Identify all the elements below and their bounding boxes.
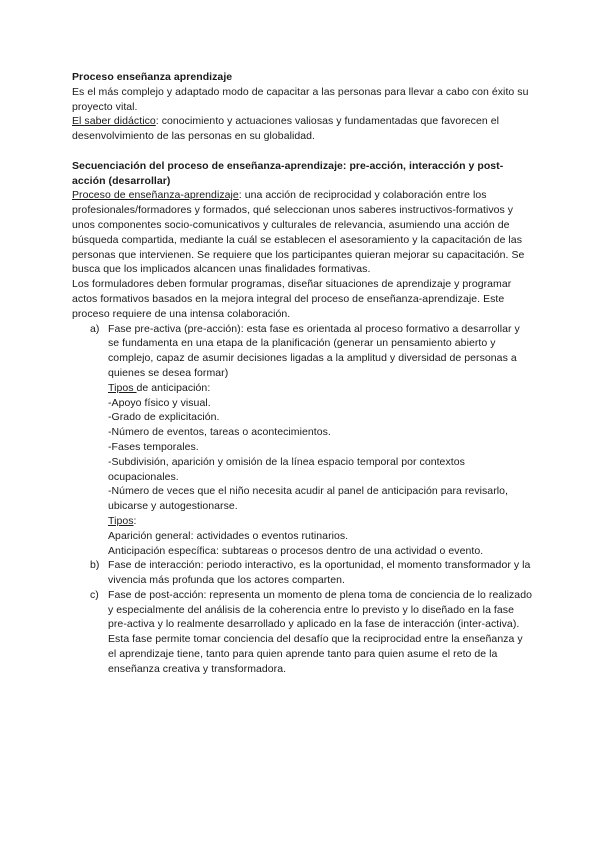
tipo-line: Anticipación específica: subtareas o procesos dentro de una actividad o evento. <box>108 544 484 557</box>
list-item-post-accion <box>72 588 532 677</box>
anticipacion-line: -Subdivisión, aparición y omisión de la línea espacio temporal por contextos ocupacionales. <box>108 455 465 483</box>
tipos-anticipacion-label <box>108 381 532 396</box>
phase-description: Fase de interacción: periodo interactivo, es la oportunidad, el momento transformador y la vivencia más profunda que los actores comparten. <box>108 559 531 587</box>
saber-didactico-text: : conocimiento y actuaciones valiosas y fundamentadas que favorecen el desenvolvimiento de las personas en su globalidad. <box>72 115 499 143</box>
term-tipos: Tipos <box>108 381 137 394</box>
tipo-line: Aparición general: actividades o eventos rutinarios. <box>108 529 349 542</box>
anticipacion-line: -Apoyo físico y visual. <box>108 396 211 409</box>
anticipacion-line: -Grado de explicitación. <box>108 411 220 424</box>
tipos-colon: : <box>133 514 137 527</box>
anticipacion-line: -Número de eventos, tareas o acontecimientos. <box>108 426 331 439</box>
term-proceso: Proceso de enseñanza-aprendizaje <box>72 189 239 202</box>
document-body <box>72 70 532 677</box>
list-item-interaccion <box>72 558 532 588</box>
phase-description: Fase pre-activa (pre-acción): esta fase es orientada al proceso formativo a desarrollar y se fundamenta en una etapa de la planificación (generar un pensamiento abierto y complejo, capaz de asumir decisiones ligadas a la amplitud y diversidad de personas a quienes se desea formar) <box>108 322 520 379</box>
phase-description: Fase de post-acción: representa un momento de plena toma de conciencia de lo realizado y especialmente del análisis de la coherencia entre lo previsto y lo diseñado en la fase pre-activa y lo realmente desarrollado y aplicado en la fase de interacción (inter-activa). Esta fase permite tomar conciencia del desafío que la reciprocidad entre la enseñanza y el aprendizaje tiene, tanto para quien aprende tanto para quien asume el reto de la enseñanza creativa y transformadora. <box>108 588 532 675</box>
phase-list <box>72 322 532 677</box>
tipos-label <box>108 514 532 529</box>
proceso-text: : una acción de reciprocidad y colaboración entre los profesionales/formadores y formados, qué seleccionan unos saberes instructivos-formativos y unos componentes socio-comunicativos y culturales de relevancia, asumiendo una acción de búsqueda compartida, mediante la cuál se establecen el asesoramiento y la capacitación de las personas que intervienen. Se requiere que los participantes quieran mejorar su capacitación. Se busca que los implicados alcancen unas finalidades formativas. <box>72 189 525 276</box>
list-marker: a) <box>90 322 100 335</box>
term-tipos: Tipos <box>108 514 134 527</box>
anticipacion-line: -Número de veces que el niño necesita acudir al panel de anticipación para revisarlo, ubicarse y autogestionarse. <box>108 485 508 513</box>
paragraph-formuladores: Los formuladores deben formular programas, diseñar situaciones de aprendizaje y programar actos formativos basados en la mejora integral del proceso de enseñanza-aprendizaje. Este proceso requiere de una intensa colaboración. <box>72 278 512 320</box>
term-saber-didactico: El saber didáctico <box>72 115 156 128</box>
paragraph-saber-didactico <box>72 114 532 144</box>
anticipacion-line: -Fases temporales. <box>108 440 199 453</box>
section-heading-secuenciacion: Secuenciación del proceso de enseñanza-aprendizaje: pre-acción, interacción y post-acción (desarrollar) <box>72 159 504 187</box>
section-heading-proceso: Proceso enseñanza aprendizaje <box>72 71 233 83</box>
list-marker: c) <box>90 588 99 601</box>
paragraph-proceso <box>72 188 532 277</box>
paragraph-definition: Es el más complejo y adaptado modo de capacitar a las personas para llevar a cabo con éxito su proyecto vital. <box>72 85 529 113</box>
list-item-pre-activa <box>72 322 532 559</box>
tipos-anticipacion-text: de anticipación: <box>136 381 211 394</box>
list-marker: b) <box>90 559 100 572</box>
